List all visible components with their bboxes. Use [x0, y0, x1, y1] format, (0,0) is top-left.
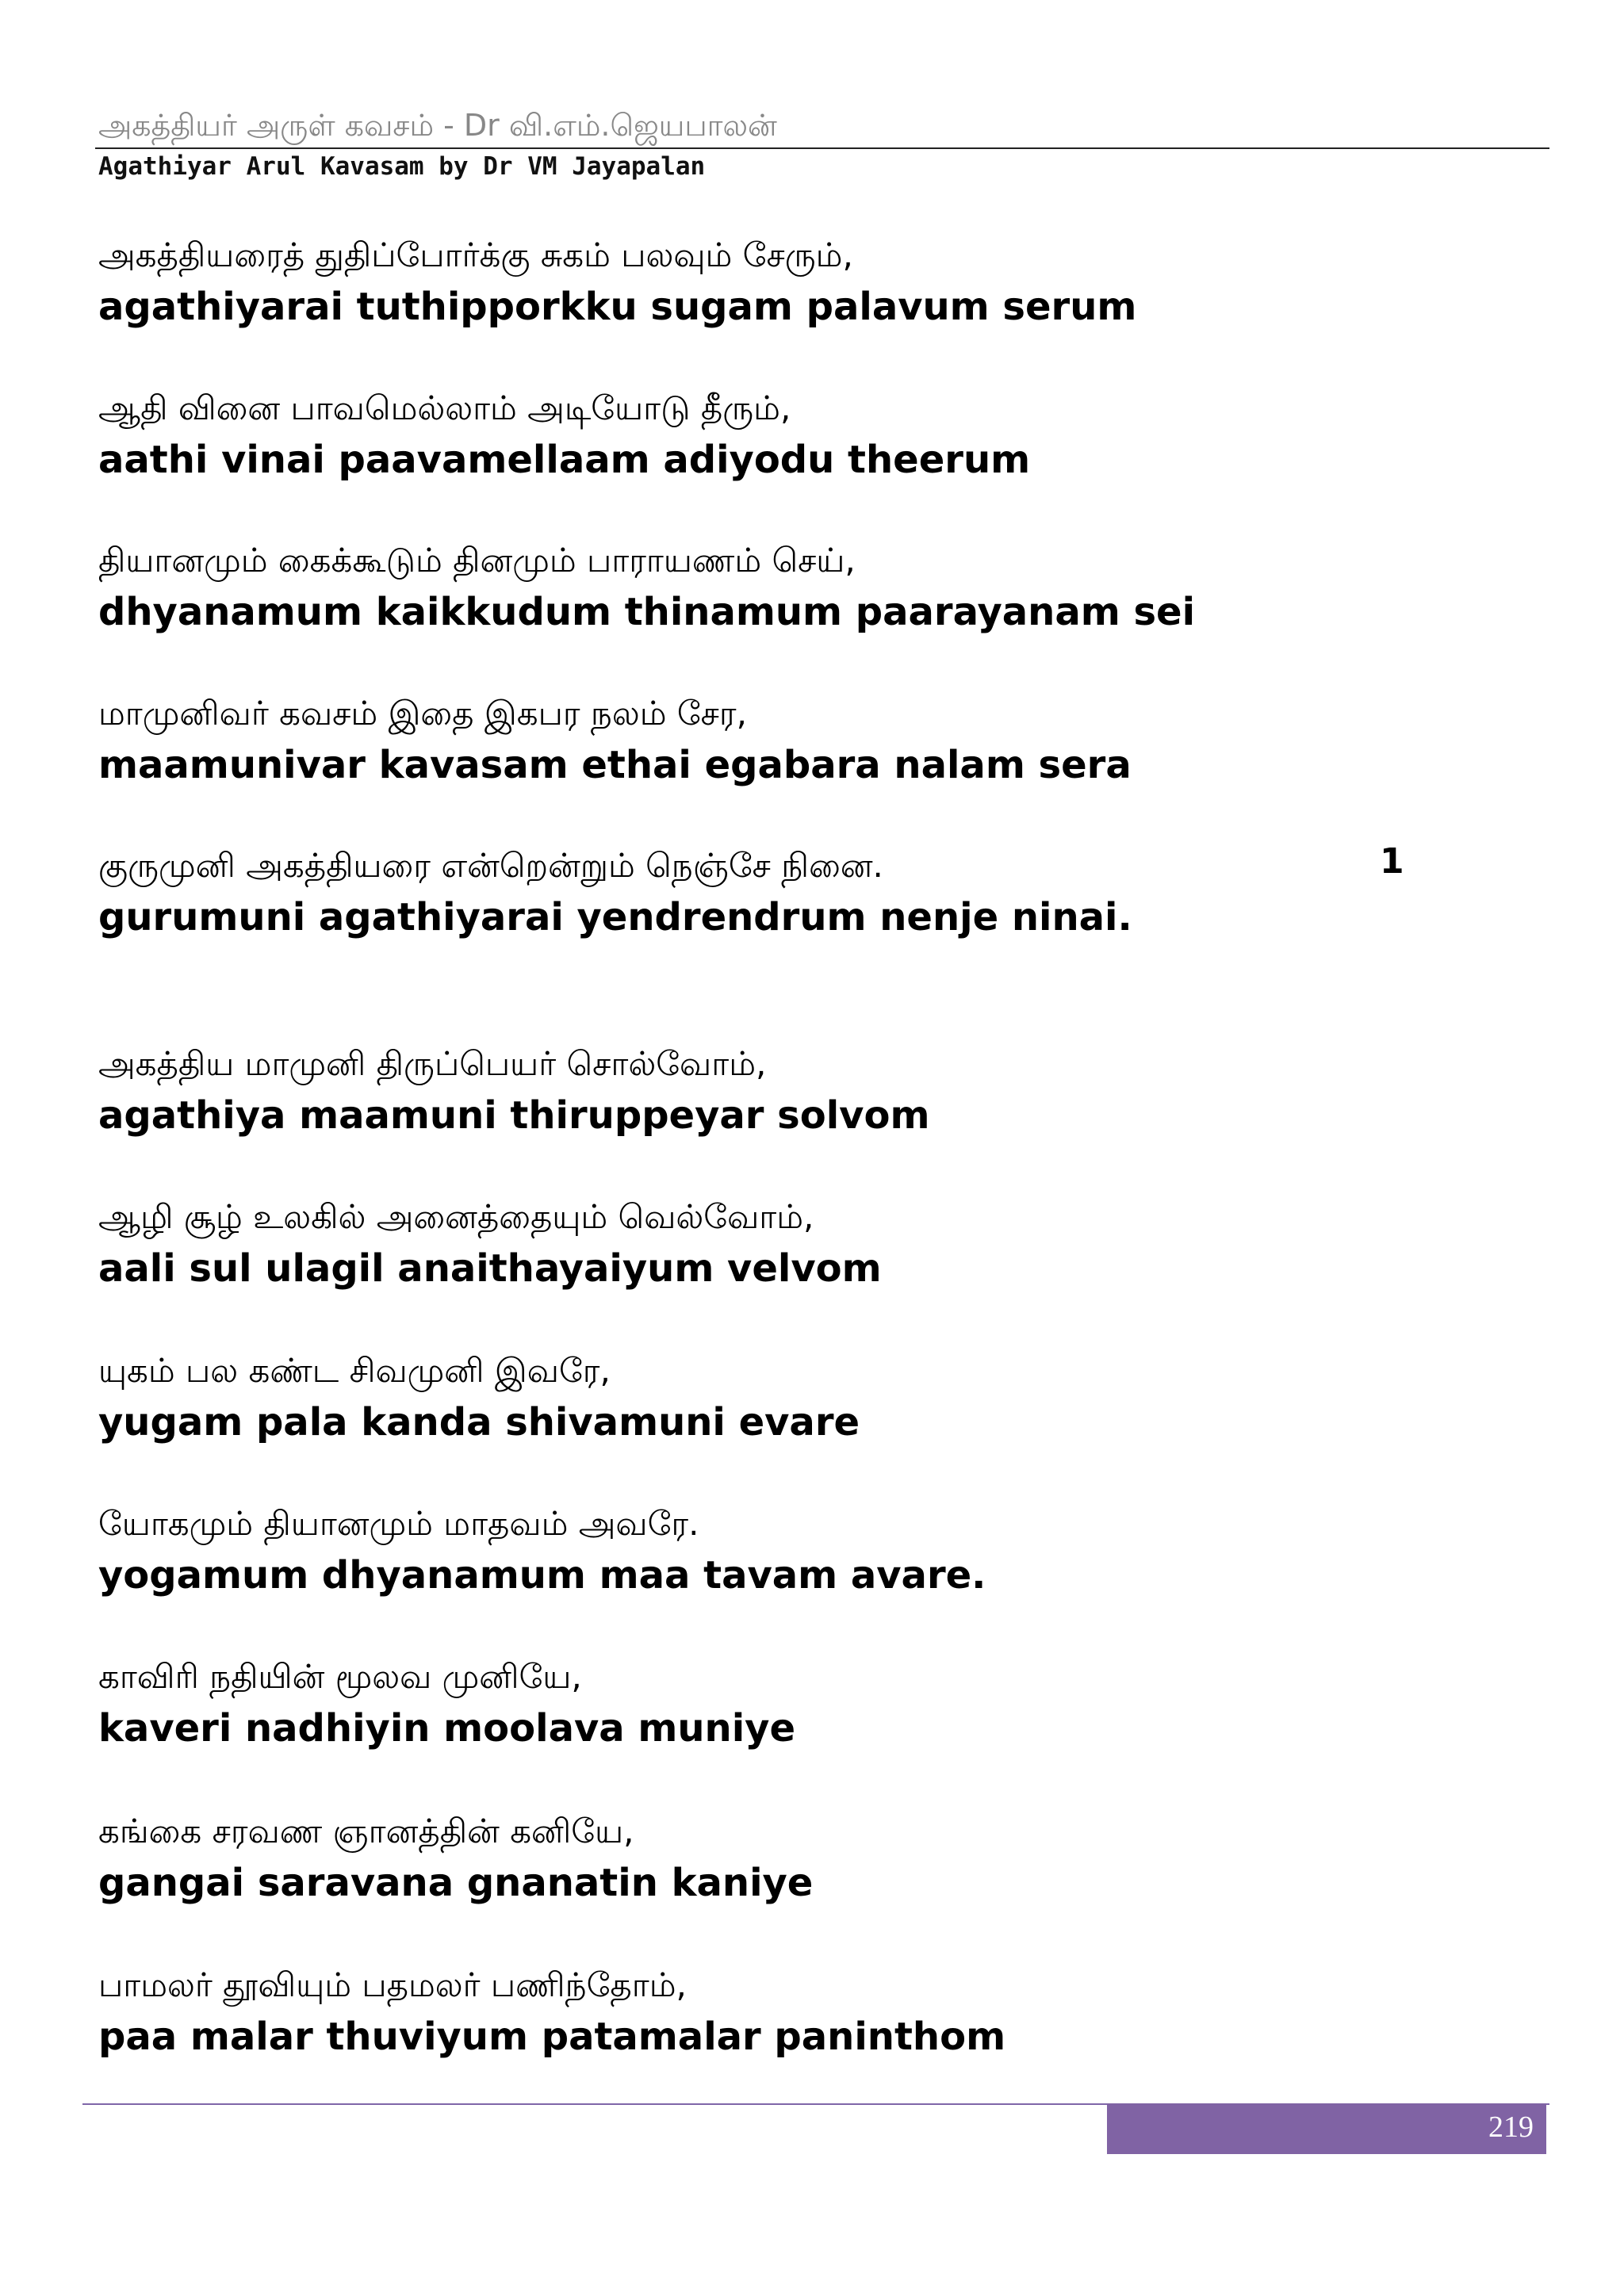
tamil-text: ஆதி வினை பாவமெல்லாம் அடியோடு தீரும்,	[98, 388, 791, 427]
verse-number: 1	[1380, 841, 1404, 882]
tamil-text: மாமுனிவர் கவசம் இதை இகபர நலம் சேர,	[98, 694, 747, 733]
verse-line-4	[98, 688, 1446, 791]
verse-line-2	[98, 383, 1446, 486]
transliteration-text: paa malar thuviyum patamalar paninthom	[98, 2015, 1006, 2059]
tamil-text: அகத்திய மாமுனி திருப்பெயர் சொல்வோம்,	[98, 1044, 767, 1083]
verse-line-11	[98, 1806, 1446, 1909]
transliteration-text: maamunivar kavasam ethai egabara nalam sera	[98, 743, 1132, 787]
page-number-box	[1107, 2103, 1546, 2154]
tamil-text: அகத்தியரைத் துதிப்போர்க்கு சுகம் பலவும் சேரும்,	[98, 235, 853, 274]
verse-line-9	[98, 1498, 1446, 1601]
tamil-text: யுகம் பல கண்ட சிவமுனி இவரே,	[98, 1351, 611, 1390]
header-title: அகத்தியர் அருள் கவசம் - Dr வி.எம்.ஜெயபாலன்	[98, 108, 777, 143]
verse-line-10	[98, 1651, 1446, 1755]
transliteration-text: dhyanamum kaikkudum thinamum paarayanam sei	[98, 590, 1196, 634]
page-header	[98, 103, 1549, 184]
transliteration-text: agathiyarai tuthipporkku sugam palavum serum	[98, 285, 1137, 329]
transliteration-text: aathi vinai paavamellaam adiyodu theerum	[98, 438, 1031, 482]
page-number: 219	[1488, 2110, 1534, 2144]
verse-line-3	[98, 535, 1446, 638]
transliteration-text: gangai saravana gnanatin kaniye	[98, 1861, 814, 1905]
transliteration-text: aali sul ulagil anaithayaiyum velvom	[98, 1246, 882, 1291]
tamil-text: தியானமும் கைக்கூடும் தினமும் பாராயணம் செய்,	[98, 541, 856, 580]
verse-line-12	[98, 1960, 1446, 2063]
tamil-text: காவிரி நதியின் மூலவ முனியே,	[98, 1657, 582, 1696]
tamil-text: குருமுனி அகத்தியரை என்றென்றும் நெஞ்சே நினை.	[98, 846, 883, 885]
tamil-text: கங்கை சரவண ஞானத்தின் கனியே,	[98, 1812, 634, 1850]
tamil-text: பாமலர் தூவியும் பதமலர் பணிந்தோம்,	[98, 1965, 687, 2004]
transliteration-text: yugam pala kanda shivamuni evare	[98, 1400, 860, 1445]
header-subtitle: Agathiyar Arul Kavasam by Dr VM Jayapalan	[98, 152, 706, 181]
tamil-text: யோகமும் தியானமும் மாதவம் அவரே.	[98, 1504, 699, 1543]
transliteration-text: gurumuni agathiyarai yendrendrum nenje ninai.	[98, 895, 1132, 939]
transliteration-text: agathiya maamuni thiruppeyar solvom	[98, 1093, 930, 1138]
tamil-text: ஆழி சூழ் உலகில் அனைத்தையும் வெல்வோம்,	[98, 1197, 814, 1236]
verse-line-5	[98, 840, 1446, 943]
verse-line-6	[98, 1039, 1446, 1142]
verse-line-8	[98, 1345, 1446, 1448]
transliteration-text: yogamum dhyanamum maa tavam avare.	[98, 1553, 986, 1598]
verse-line-7	[98, 1192, 1446, 1295]
verse-line-1	[98, 230, 1446, 333]
transliteration-text: kaveri nadhiyin moolava muniye	[98, 1706, 796, 1751]
